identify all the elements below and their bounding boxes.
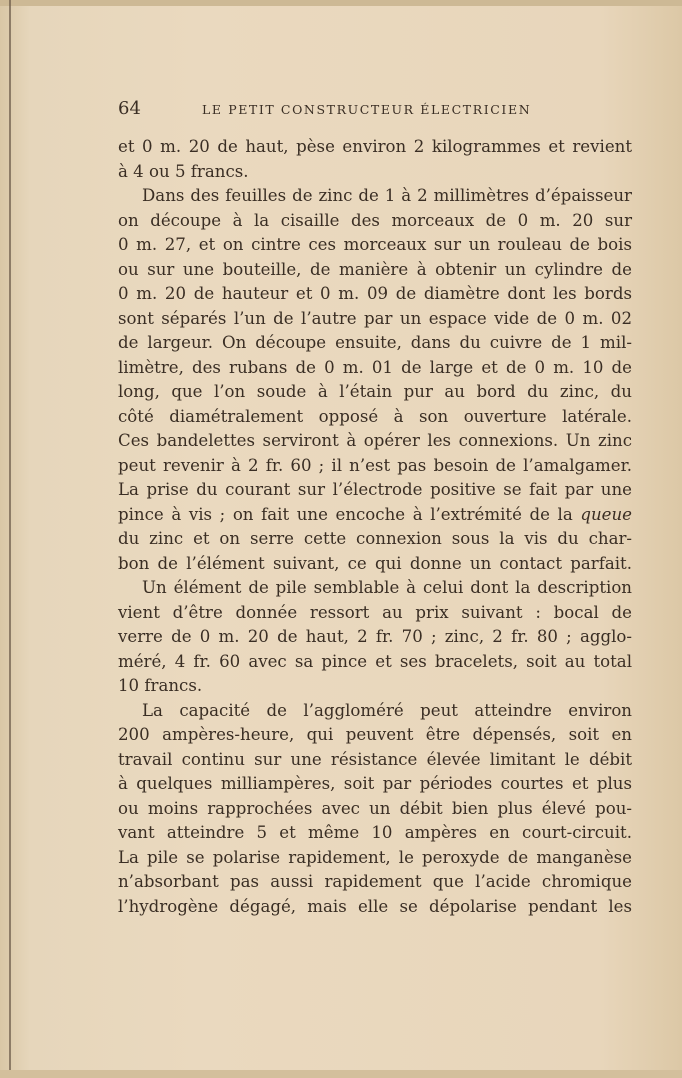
text-line (118, 258, 632, 283)
line-text: La capacité de l’aggloméré peut atteindre environ (142, 700, 632, 720)
line-text: vient d’être donnée ressort au prix suivant : bocal de (118, 602, 632, 622)
line-text: de largeur. On découpe ensuite, dans du cuivre de 1 mil- (118, 333, 632, 352)
line-text: 0 m. 27, et on cintre ces morceaux sur un rouleau de bois (118, 235, 632, 254)
line-text: n’absorbant pas aussi rapidement que l’acide chromique (118, 872, 632, 891)
text-line (118, 233, 632, 258)
line-text: sont séparés l’un de l’autre par un espace vide de 0 m. 02 (118, 308, 632, 328)
page-number: 64 (118, 98, 141, 119)
text-line (118, 552, 632, 577)
text-line (118, 772, 632, 797)
line-text: du zinc et on serre cette connexion sous la vis du char- (118, 529, 632, 548)
line-text: et 0 m. 20 de haut, pèse environ 2 kilogrammes et revient (118, 137, 632, 156)
text-line (118, 699, 632, 724)
page-header (118, 98, 632, 122)
line-text: bon de l’élément suivant, ce qui donne un contact parfait. (118, 553, 632, 573)
text-line (118, 674, 632, 699)
running-title: LE PETIT CONSTRUCTEUR ÉLECTRICIEN (202, 102, 532, 117)
line-text: ou moins rapprochées avec un débit bien plus élevé pou- (118, 798, 632, 818)
text-line (118, 748, 632, 773)
line-text: La pile se polarise rapidement, le peroxyde de manganèse (118, 847, 632, 867)
italic-word: queue (580, 504, 632, 524)
text-line (118, 380, 632, 405)
text-line (118, 650, 632, 675)
text-line (118, 405, 632, 430)
text-line (118, 331, 632, 356)
line-text: peut revenir à 2 fr. 60 ; il n’est pas besoin de l’amalgamer. (118, 455, 632, 475)
text-line (118, 895, 632, 920)
text-line (118, 135, 632, 160)
line-text: Dans des feuilles de zinc de 1 à 2 millimètres d’épaisseur (142, 186, 632, 205)
text-line (118, 723, 632, 748)
text-line (118, 184, 632, 209)
line-text: 200 ampères-heure, qui peuvent être dépensés, soit en (118, 725, 632, 744)
line-text: vant atteindre 5 et même 10 ampères en court-circuit. (118, 823, 632, 842)
line-text: Ces bandelettes serviront à opérer les connexions. Un zinc (118, 431, 632, 450)
text-line (118, 429, 632, 454)
line-text: méré, 4 fr. 60 avec sa pince et ses bracelets, soit au total (118, 651, 632, 671)
line-text: La prise du courant sur l’électrode positive se fait par une (118, 480, 632, 499)
text-line (118, 209, 632, 234)
text-line (118, 454, 632, 479)
line-text: ou sur une bouteille, de manière à obtenir un cylindre de (118, 259, 632, 279)
line-text: 0 m. 20 de hauteur et 0 m. 09 de diamètre dont les bords (118, 284, 632, 303)
text-line (118, 576, 632, 601)
text-line (118, 307, 632, 332)
line-text: à 4 ou 5 francs. (118, 161, 249, 181)
line-text: à quelques milliampères, soit par périodes courtes et plus (118, 774, 632, 793)
text-line (118, 870, 632, 895)
binding-edge (9, 0, 11, 1078)
line-text: on découpe à la cisaille des morceaux de 0 m. 20 sur (118, 210, 632, 230)
line-text: long, que l’on soude à l’étain pur au bord du zinc, du (118, 382, 632, 401)
text-line (118, 797, 632, 822)
text-line (118, 846, 632, 871)
line-text: l’hydrogène dégagé, mais elle se dépolarise pendant les (118, 896, 632, 916)
text-line (118, 625, 632, 650)
page-top-edge (0, 0, 682, 6)
text-line (118, 601, 632, 626)
line-text: Un élément de pile semblable à celui dont la description (142, 578, 632, 597)
text-line (118, 478, 632, 503)
line-text: travail continu sur une résistance élevée limitant le débit (118, 749, 632, 769)
line-text: limètre, des rubans de 0 m. 01 de large et de 0 m. 10 de (118, 357, 632, 377)
text-line (118, 527, 632, 552)
line-text: pince à vis ; on fait une encoche à l’extrémité de la (118, 504, 573, 524)
text-line (118, 503, 632, 528)
line-text: verre de 0 m. 20 de haut, 2 fr. 70 ; zinc, 2 fr. 80 ; agglo- (118, 627, 632, 646)
text-line (118, 356, 632, 381)
line-text: côté diamétralement opposé à son ouverture latérale. (118, 406, 632, 426)
text-line (118, 821, 632, 846)
text-line (118, 160, 632, 185)
body-text (118, 135, 632, 919)
text-line (118, 282, 632, 307)
page-bottom-edge (0, 1070, 682, 1078)
line-text: 10 francs. (118, 676, 203, 695)
